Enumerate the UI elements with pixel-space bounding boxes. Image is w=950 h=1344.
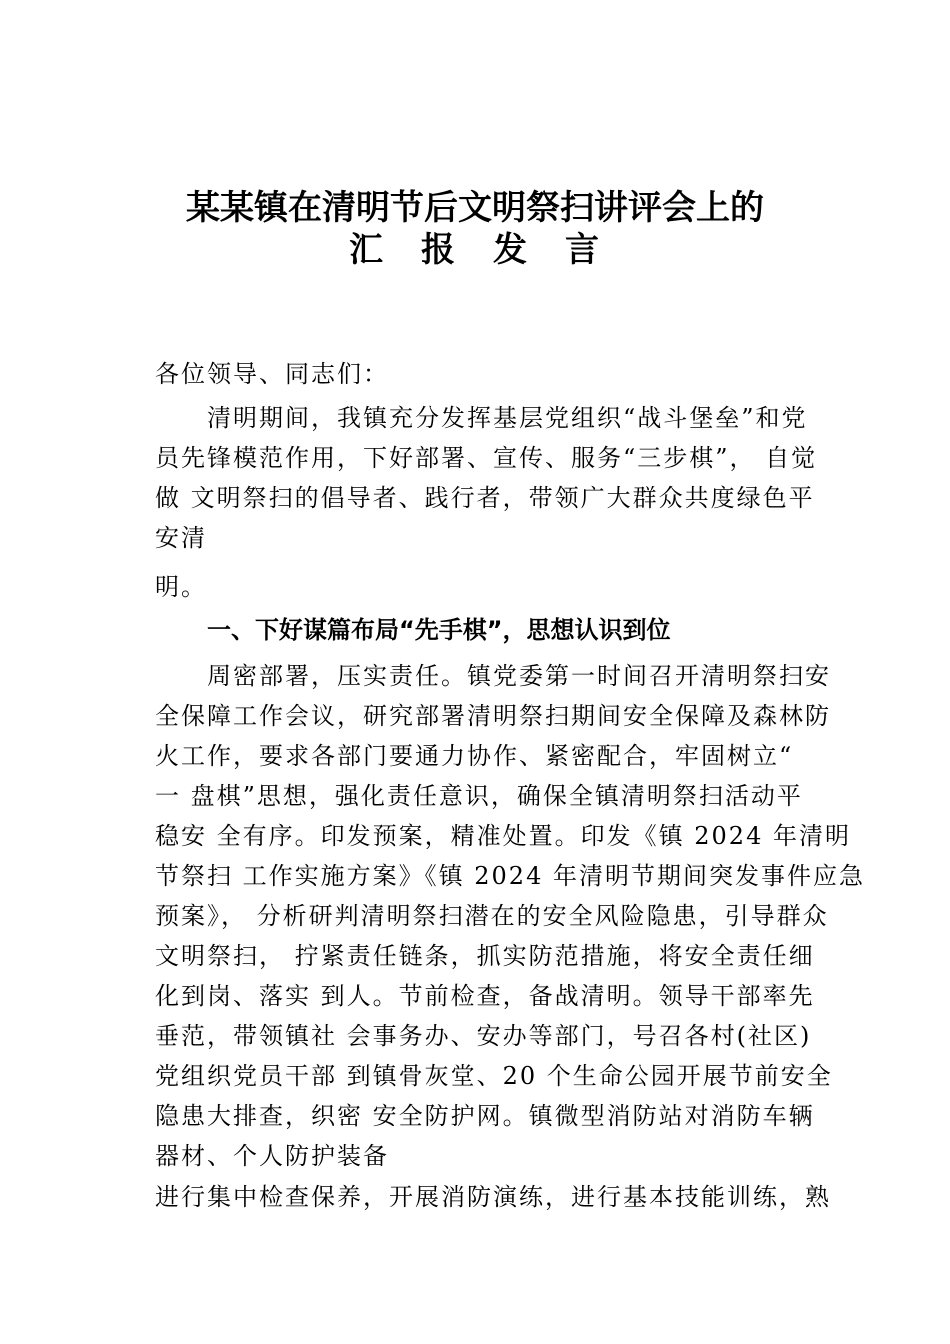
section-1-line-11: 党组织党员干部 到镇骨灰堂、20 个生命公园开展节前安全 — [155, 1062, 833, 1090]
intro-line-2: 员先锋模范作用，下好部署、宣传、服务“三步棋”， 自觉 — [155, 444, 818, 472]
section-1-line-9: 化到岗、落实 到人。节前检查，备战清明。领导干部率先 — [155, 982, 815, 1010]
section-1-line-7: 预案》， 分析研判清明祭扫潜在的安全风险隐患，引导群众 — [155, 902, 829, 930]
section-1-line-5: 稳安 全有序。印发预案，精准处置。印发《镇 2024 年清明 — [155, 822, 851, 850]
section-1-line-3: 火工作，要求各部门要通力协作、紧密配合，牢固树立“ — [155, 742, 794, 770]
section-1-line-13: 器材、个人防护装备 — [155, 1142, 389, 1170]
section-1-line-2: 全保障工作会议，研究部署清明祭扫期间安全保障及森林防 — [155, 702, 831, 730]
section-1-line-1: 周密部署，压实责任。镇党委第一时间召开清明祭扫安 — [155, 662, 831, 690]
intro-line-4: 安清 — [155, 524, 207, 552]
section-1-tail: 进行集中检查保养，开展消防演练，进行基本技能训练，熟 — [155, 1183, 831, 1211]
section-1-line-4: 一 盘棋”思想，强化责任意识，确保全镇清明祭扫活动平 — [155, 782, 803, 810]
section-1-line-10: 垂范，带领镇社 会事务办、安办等部门，号召各村(社区) — [155, 1022, 812, 1050]
section-1-heading: 一、下好谋篇布局“先手棋”，思想认识到位 — [207, 616, 671, 644]
salutation: 各位领导、同志们： — [155, 360, 389, 388]
document-title-line-2: 汇 报 发 言 — [349, 230, 601, 270]
intro-line-1: 清明期间，我镇充分发挥基层党组织“战斗堡垒”和党 — [155, 404, 808, 432]
section-1-line-12: 隐患大排查，织密 安全防护网。镇微型消防站对消防车辆 — [155, 1102, 815, 1130]
intro-line-3: 做 文明祭扫的倡导者、践行者，带领广大群众共度绿色平 — [155, 484, 815, 512]
section-1-line-8: 文明祭扫， 拧紧责任链条，抓实防范措施，将安全责任细 — [155, 942, 815, 970]
document-title-line-1: 某某镇在清明节后文明祭扫讲评会上的 — [186, 188, 764, 228]
section-1-line-6: 节祭扫 工作实施方案》《镇 2024 年清明节期间突发事件应急 — [155, 862, 865, 890]
intro-tail: 明。 — [155, 573, 207, 601]
